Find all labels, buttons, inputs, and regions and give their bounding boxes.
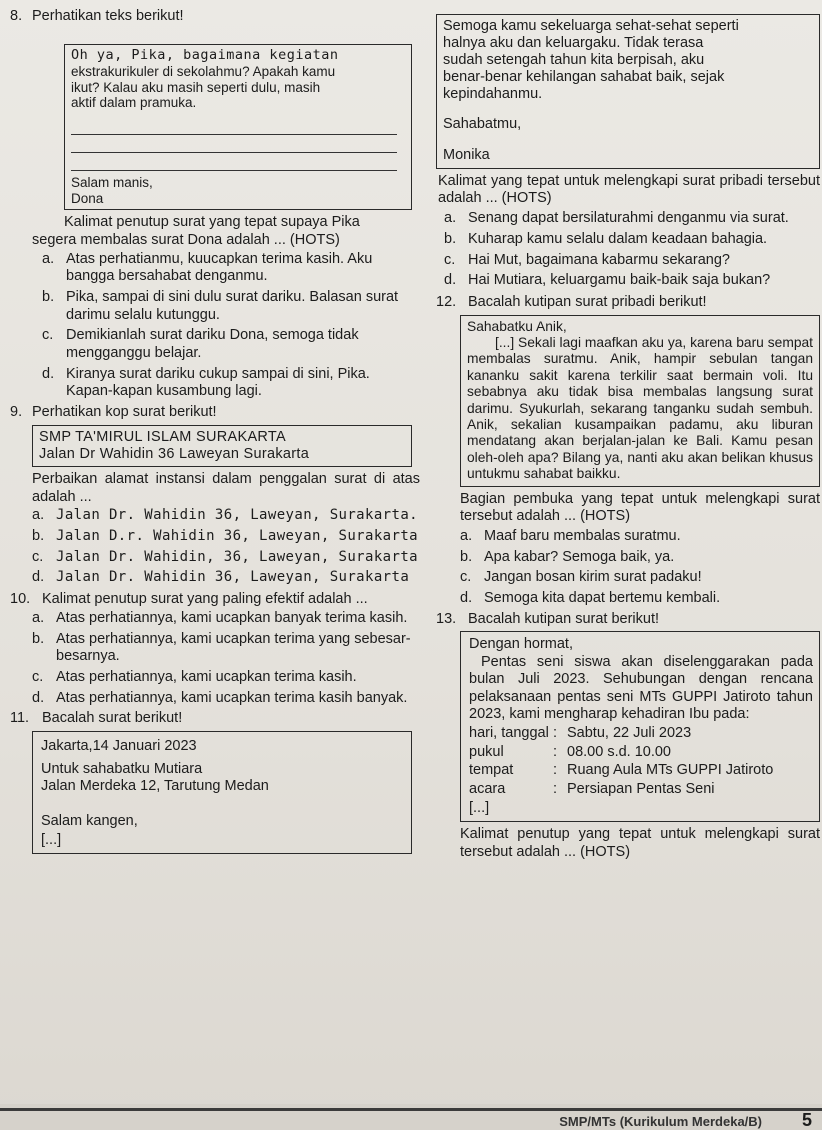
detail-key: pukul <box>469 743 504 760</box>
question-prompt: Perhatikan kop surat berikut! <box>32 404 217 421</box>
question-prompt: Bacalah kutipan surat pribadi berikut! <box>468 293 707 310</box>
option-d[interactable]: d. Atas perhatiannya, kami ucapkan terima kasih banyak. <box>32 689 408 706</box>
letter-signer: Monika <box>443 146 490 163</box>
question-text <box>10 214 420 249</box>
option-b[interactable]: b. Atas perhatiannya, kami ucapkan terima yang sebesar-besarnya. <box>32 630 411 665</box>
question-prompt: Perhatikan teks berikut! <box>32 8 184 24</box>
letter-address: Jalan Merdeka 12, Tarutung Medan <box>41 778 269 795</box>
letter-line: benar-benar kehilangan sahabat baik, sejak <box>443 69 725 86</box>
footer-label: SMP/MTs (Kurikulum Merdeka/B) <box>559 1114 762 1129</box>
letterhead-address: Jalan Dr Wahidin 36 Laweyan Surakarta <box>39 445 310 462</box>
detail-value: Persiapan Pentas Seni <box>567 780 715 797</box>
detail-sep: : <box>553 725 558 742</box>
excerpt-line: Oh ya, Pika, bagaimana kegiatan <box>71 46 339 63</box>
question-number: 11. <box>10 710 30 727</box>
letter-excerpt-box <box>64 44 412 211</box>
letter-line: kepindahanmu. <box>443 86 543 103</box>
question-line: segera membalas surat Dona adalah ... (HOTS) <box>32 231 340 248</box>
question-prompt: Bacalah kutipan surat berikut! <box>468 610 660 627</box>
option-c[interactable]: c. Demikianlah surat dariku Dona, semoga tidak mengganggu belajar. <box>42 327 359 362</box>
option-b[interactable]: b. Pika, sampai di sini dulu surat dariku. Balasan surat darimu selalu kutunggu. <box>42 288 399 323</box>
detail-value: Ruang Aula MTs GUPPI Jatiroto <box>567 762 774 779</box>
letter-missing-part: [...] <box>41 832 62 849</box>
detail-key: acara <box>469 780 506 797</box>
letter-greeting: Salam kangen, <box>41 813 138 830</box>
option-a[interactable]: a. Atas perhatianmu, kuucapkan terima kasih. Aku bangga bersahabat denganmu. <box>42 250 373 285</box>
detail-value: Sabtu, 22 Juli 2023 <box>567 725 692 742</box>
answer-blank-line <box>71 117 397 135</box>
detail-key: tempat <box>469 762 514 779</box>
answer-blank-line <box>71 135 397 153</box>
option-c[interactable]: c. Jalan Dr. Wahidin, 36, Laweyan, Surakarta <box>32 548 418 565</box>
question-text: Bagian pembuka yang tepat untuk melengkapi surat tersebut adalah ... (HOTS) <box>460 490 820 525</box>
question-10 <box>10 591 420 707</box>
option-b[interactable]: b. Jalan D.r. Wahidin 36, Laweyan, Surakarta <box>32 528 418 545</box>
letter-excerpt-box <box>460 631 820 822</box>
question-number: 8. <box>10 8 23 24</box>
letter-date: Jakarta,14 Januari 2023 <box>41 737 197 754</box>
question-prompt: Bacalah surat berikut! <box>42 710 183 727</box>
question-line: Kalimat penutup surat yang tepat supaya Pika <box>64 214 360 231</box>
option-a[interactable]: a. Atas perhatiannya, kami ucapkan banyak terima kasih. <box>32 609 408 626</box>
option-c[interactable]: c. Jangan bosan kirim surat padaku! <box>460 569 702 586</box>
answer-blank-line <box>71 153 397 171</box>
letter-body: [...] Sekali lagi maafkan aku ya, karena baru sempat membalas suratmu. Anik, hampir sebulan tangan kananku sakit karena terkilir saat bermain voli. Itu sebabnya aku tidak bisa membalas langsung surat darimu. Syukurlah, sekarang tanganku sudah sembuh. Anik, sekalian kusampaikan padamu, aku liburan mendatang akan berjalan-jalan ke Bali. Kamu pesan oleh-oleh apa? Bilang ya, nanti aku akan belikan khusus untukmu sahabat baikku. <box>467 334 813 482</box>
letter-closing: Salam manis, <box>71 175 153 191</box>
event-details <box>469 725 813 798</box>
question-number: 12. <box>436 293 457 310</box>
option-a[interactable]: a. Senang dapat bersilaturahmi denganmu via surat. <box>444 210 789 227</box>
detail-sep: : <box>553 743 558 760</box>
option-d[interactable]: d. Jalan Dr. Wahidin 36, Laweyan, Surakarta <box>32 569 410 586</box>
question-8 <box>10 8 420 401</box>
letter-excerpt-box <box>460 315 820 487</box>
detail-sep: : <box>553 762 558 779</box>
letterhead-box <box>32 425 412 467</box>
excerpt-line: aktif dalam pramuka. <box>71 95 197 111</box>
question-text: Kalimat penutup surat yang paling efektif adalah ... <box>42 591 368 608</box>
footer-rule <box>0 1108 822 1111</box>
letter-missing-part: [...] <box>469 799 490 816</box>
letter-recipient: Untuk sahabatku Mutiara <box>41 761 203 778</box>
option-a[interactable]: a. Maaf baru membalas suratmu. <box>460 528 681 545</box>
left-column <box>10 8 420 858</box>
question-number: 10. <box>10 591 31 608</box>
option-c[interactable]: c. Atas perhatiannya, kami ucapkan terima kasih. <box>32 668 357 685</box>
letter-line: Semoga kamu sekeluarga sehat-sehat seperti <box>443 18 739 34</box>
question-number: 13. <box>436 610 457 627</box>
letter-signer: Dona <box>71 191 104 207</box>
detail-key: hari, tanggal <box>469 725 549 742</box>
letter-closing: Sahabatmu, <box>443 115 522 132</box>
question-number: 9. <box>10 404 23 421</box>
option-c[interactable]: c. Hai Mut, bagaimana kabarmu sekarang? <box>444 251 730 268</box>
detail-value: 08.00 s.d. 10.00 <box>567 743 671 760</box>
letter-line: sudah setengah tahun kita berpisah, aku <box>443 52 705 69</box>
excerpt-line: ikut? Kalau aku masih seperti dulu, masih <box>71 79 321 95</box>
option-b[interactable]: b. Kuharap kamu selalu dalam keadaan bahagia. <box>444 230 768 247</box>
question-text: Kalimat yang tepat untuk melengkapi surat pribadi tersebut adalah ... (HOTS) <box>438 172 820 207</box>
option-d[interactable]: d. Semoga kita dapat bertemu kembali. <box>460 590 721 607</box>
letter-greeting: Sahabatku Anik, <box>467 318 567 334</box>
page-footer <box>0 1104 822 1130</box>
letter-box <box>32 731 412 855</box>
option-d[interactable]: d. Kiranya surat dariku cukup sampai di sini, Pika. Kapan-kapan kusambung lagi. <box>42 365 370 400</box>
question-text: Kalimat penutup yang tepat untuk melengkapi surat tersebut adalah ... (HOTS) <box>460 826 820 861</box>
right-column <box>436 8 820 864</box>
option-a[interactable]: a. Jalan Dr. Wahidin 36, Laweyan, Surakarta. <box>32 507 418 524</box>
option-d[interactable]: d. Hai Mutiara, keluargamu baik-baik saja bukan? <box>444 272 771 289</box>
page-number: 5 <box>801 1110 812 1130</box>
letter-body: Pentas seni siswa akan diselenggarakan pada bulan Juli 2023. Sehubungan dengan rencana pelaksanaan pentas seni MTs GUPPI Jatiroto tahun 2023, kami mengharap kehadiran Ibu pada: <box>469 653 813 723</box>
question-11 <box>10 710 420 854</box>
letter-line: halnya aku dan keluargaku. Tidak terasa <box>443 35 704 52</box>
letter-continuation-box <box>436 14 820 169</box>
question-9 <box>10 404 420 587</box>
detail-sep: : <box>553 780 558 797</box>
question-12 <box>436 294 820 608</box>
question-13 <box>436 611 820 862</box>
letterhead-name: SMP TA'MIRUL ISLAM SURAKARTA <box>39 428 286 445</box>
question-text: Perbaikan alamat instansi dalam penggalan surat di atas adalah ... <box>32 471 420 505</box>
option-b[interactable]: b. Apa kabar? Semoga baik, ya. <box>460 548 675 565</box>
excerpt-line: ekstrakurikuler di sekolahmu? Apakah kamu <box>71 63 336 79</box>
letter-greeting: Dengan hormat, <box>469 636 573 653</box>
